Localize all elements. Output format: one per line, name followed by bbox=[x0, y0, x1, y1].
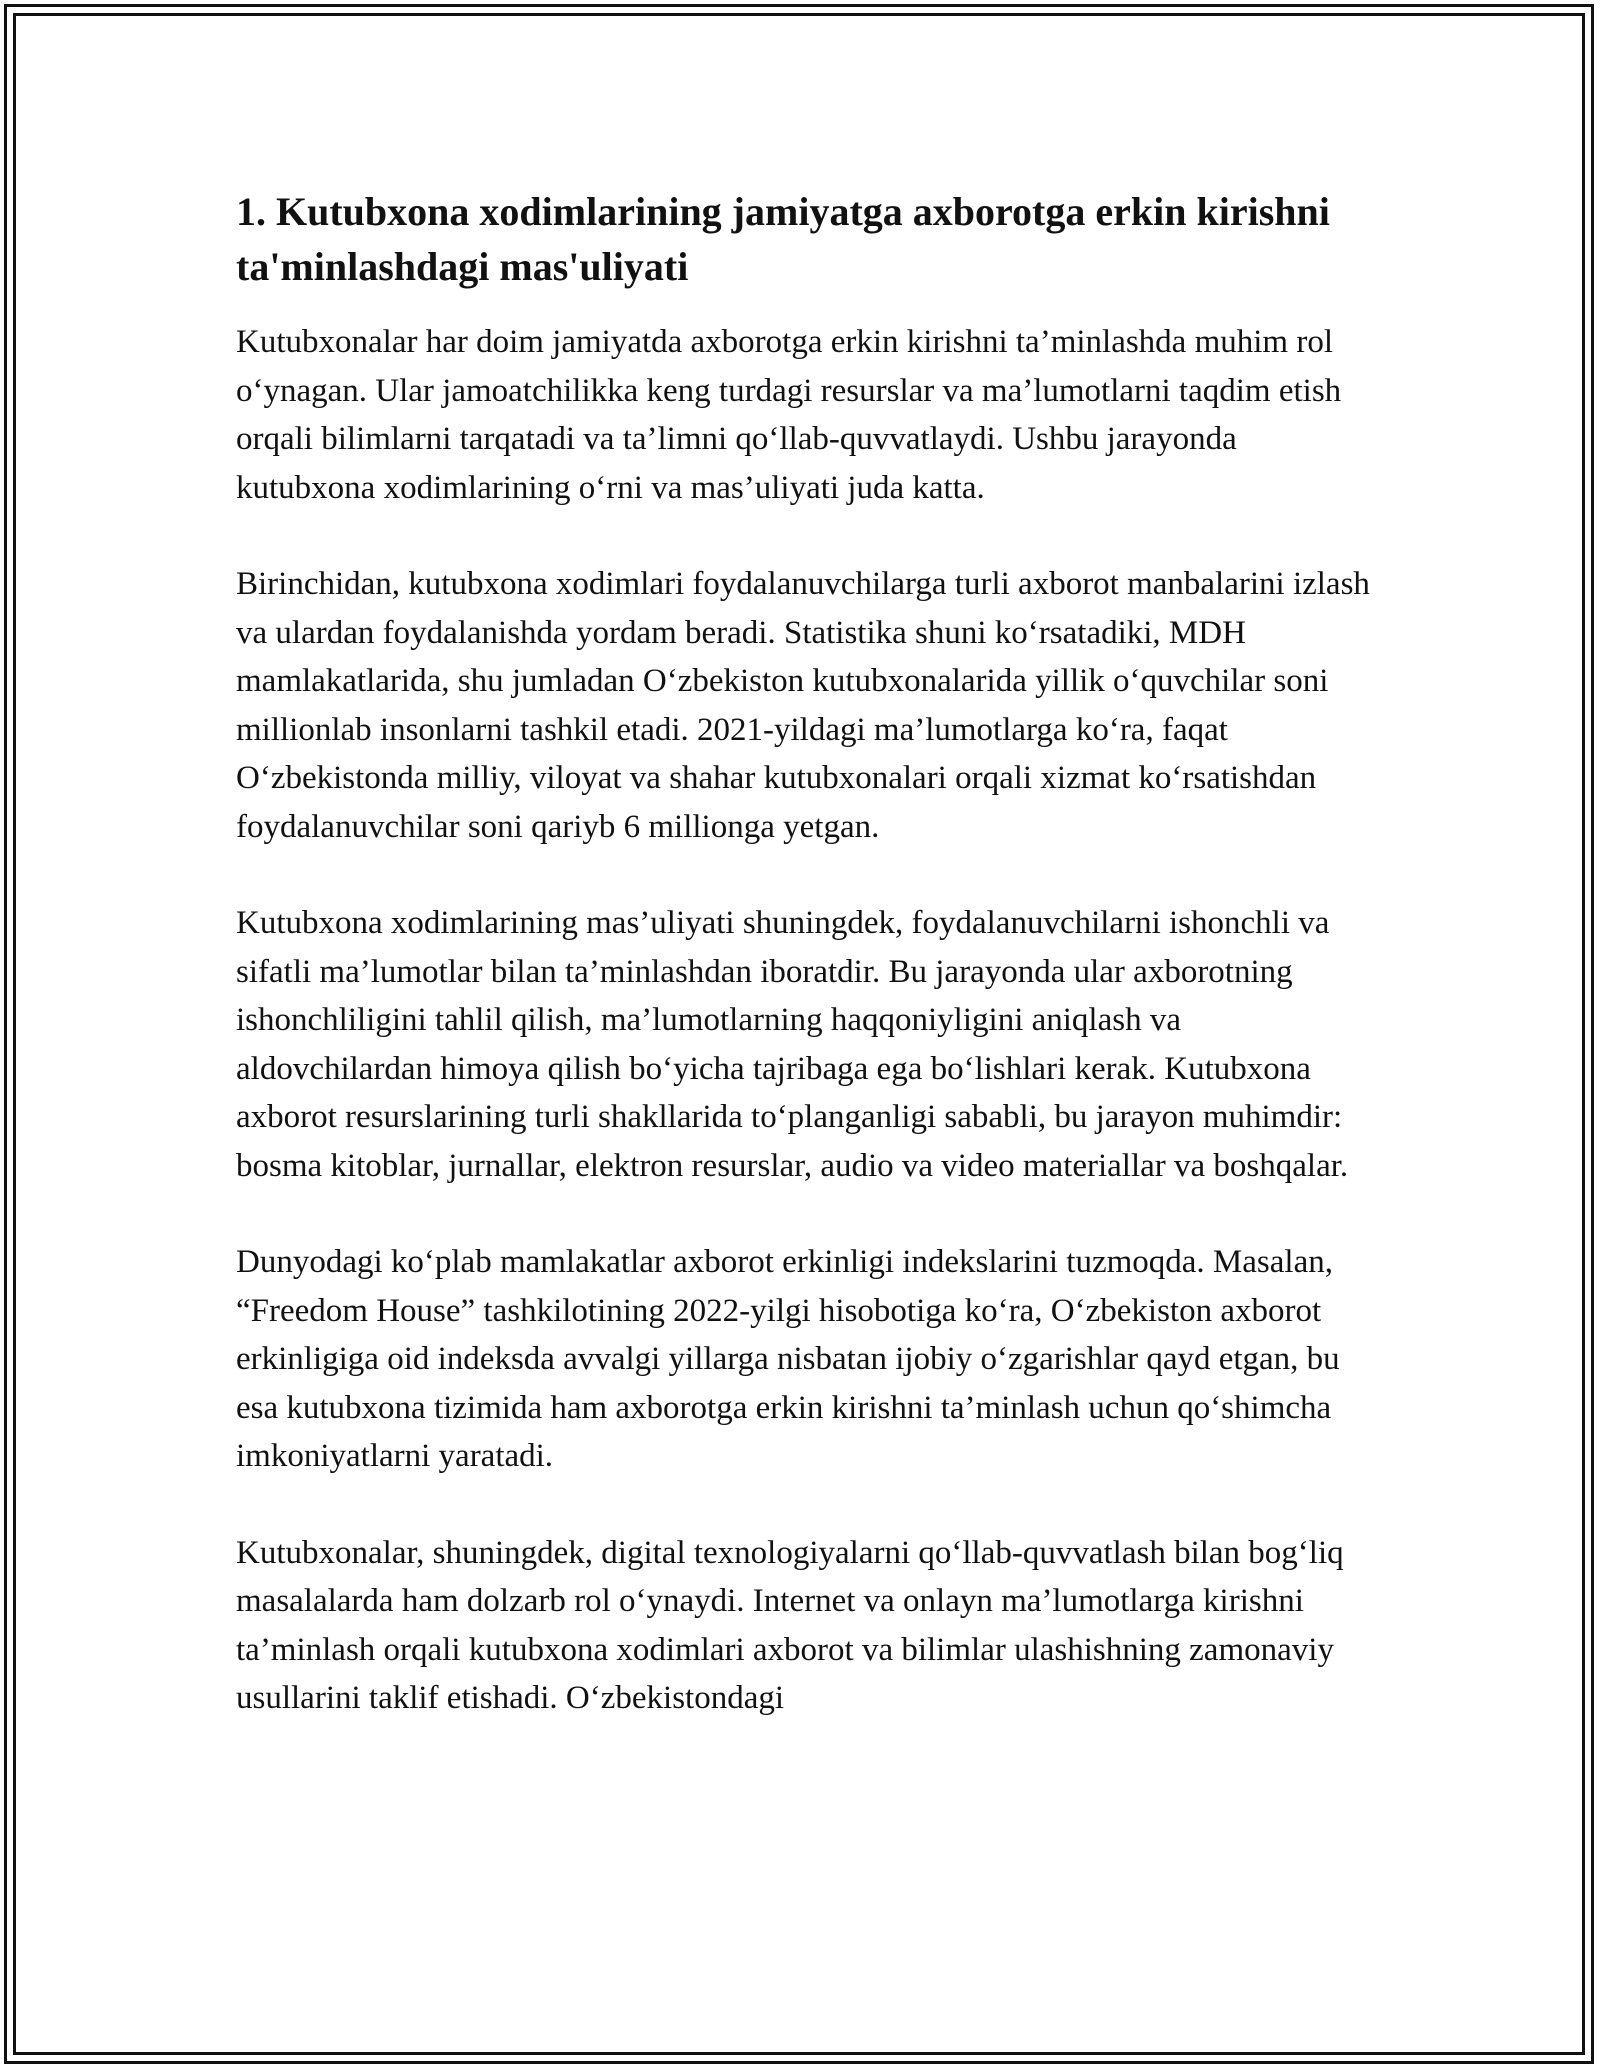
section-heading: 1. Kutubxona xodimlarining jamiyatga axborotga erkin kirishni ta'minlashdagi mas'uliyati bbox=[236, 189, 1330, 289]
paragraph-3: Kutubxona xodimlarining mas’uliyati shuningdek, foydalanuvchilarni ishonchli va sifatli ma’lumotlar bilan ta’minlashdan iboratdir. Bu jarayonda ular axborotning ishonchliligini tahlil qilish, ma’lumotlarning haqqoniyligini aniqlash va aldovchilardan himoya qilish bo‘yicha tajribaga ega bo‘lishlari kerak. Kutubxona axborot resurslarining turli shakllarida to‘planganligi sababli, bu jarayon muhimdir: bosma kitoblar, jurnallar, elektron resurslar, audio va video materiallar va boshqalar. bbox=[236, 905, 1349, 1184]
paragraph-4: Dunyodagi ko‘plab mamlakatlar axborot erkinligi indekslarini tuzmoqda. Masalan, “Freedom House” tashkilotining 2022-yilgi hisobotiga ko‘ra, O‘zbekiston axborot erkinligiga oid indeksda avvalgi yillarga nisbatan ijobiy o‘zgarishlar qayd etgan, bu esa kutubxona tizimida ham axborotga erkin kirishni ta’minlash uchun qo‘shimcha imkoniyatlarni yaratadi. bbox=[236, 1244, 1340, 1474]
paragraph-2: Birinchidan, kutubxona xodimlari foydalanuvchilarga turli axborot manbalarini izlash va ulardan foydalanishda yordam beradi. Statistika shuni ko‘rsatadiki, MDH mamlakatlarida, shu jumladan O‘zbekiston kutubxonalarida yillik o‘quvchilar soni millionlab insonlarni tashkil etadi. 2021-yildagi ma’lumotlarga ko‘ra, faqat O‘zbekistonda milliy, viloyat va shahar kutubxonalari orqali xizmat ko‘rsatishdan foydalanuvchilar soni qariyb 6 millionga yetgan. bbox=[236, 566, 1370, 845]
paragraph-5: Kutubxonalar, shuningdek, digital texnologiyalarni qo‘llab-quvvatlash bilan bog‘liq masalalarda ham dolzarb rol o‘ynaydi. Internet va onlayn ma’lumotlarga kirishni ta’minlash orqali kutubxona xodimlari axborot va bilimlar ulashishning zamonaviy usullarini taklif etishadi. O‘zbekistondagi bbox=[236, 1534, 1344, 1716]
paragraph-1: Kutubxonalar har doim jamiyatda axborotga erkin kirishni ta’minlashda muhim rol o‘ynagan. Ular jamoatchilikka keng turdagi resurslar va ma’lumotlarni taqdim etish orqali bilimlarni tarqatadi va ta’limni qo‘llab-quvvatlaydi. Ushbu jarayonda kutubxona xodimlarining o‘rni va mas’uliyati juda katta. bbox=[236, 324, 1342, 506]
document-body bbox=[236, 184, 1376, 1771]
